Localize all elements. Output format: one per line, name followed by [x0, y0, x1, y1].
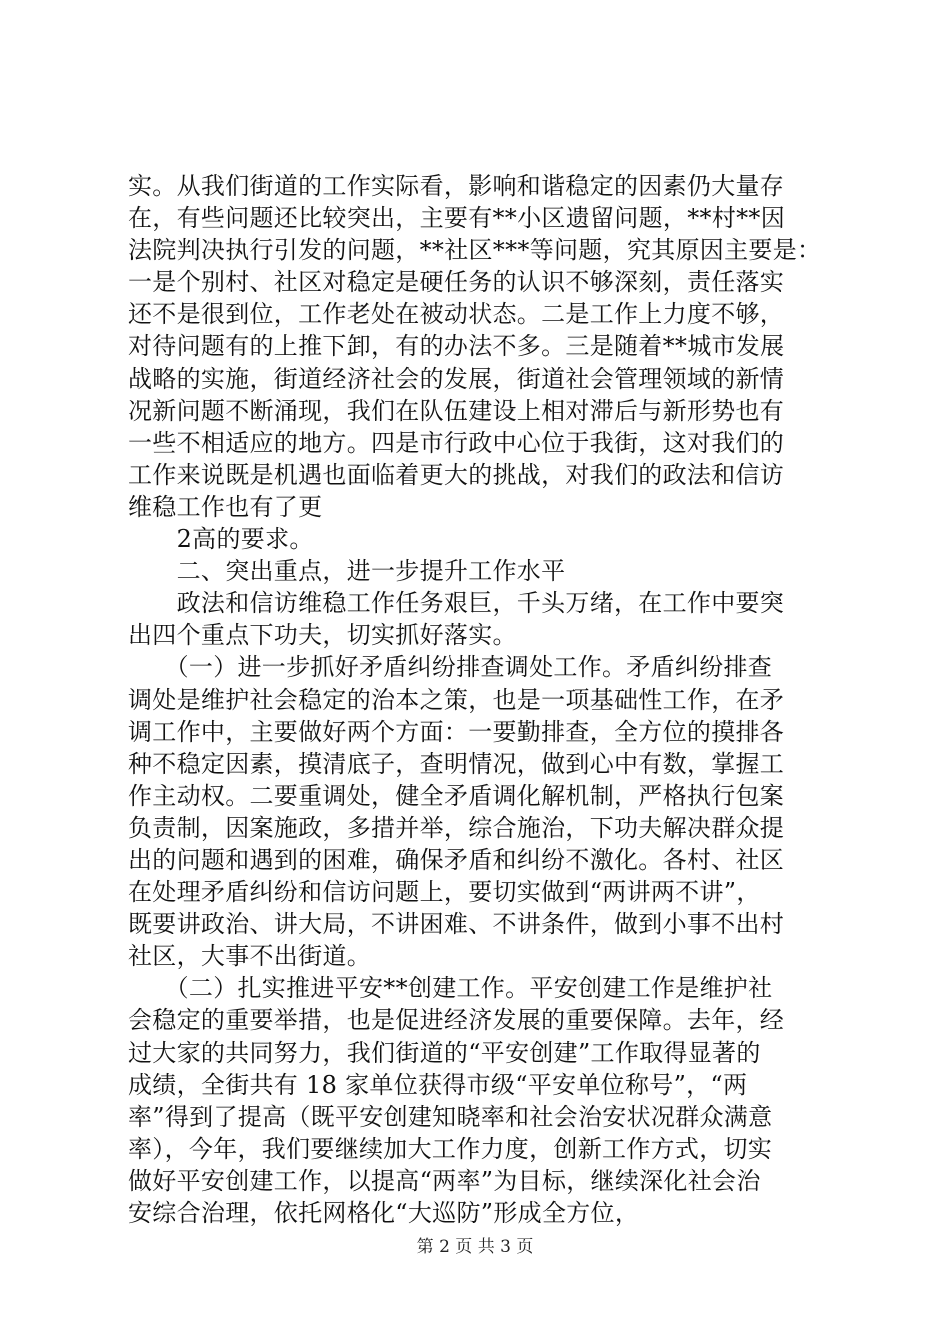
body-line: 调工作中，主要做好两个方面：一要勤排查，全方位的摸排各	[128, 717, 785, 746]
body-line: 安综合治理，依托网格化“大巡防”形成全方位，	[128, 1199, 640, 1227]
body-line: 2高的要求。	[128, 525, 314, 554]
body-line: （一）进一步抓好矛盾纠纷排查调处工作。矛盾纠纷排查	[128, 653, 773, 682]
body-line: 出的问题和遇到的困难，确保矛盾和纠纷不激化。各村、社区	[128, 845, 785, 874]
body-line: 过大家的共同努力，我们街道的“平安创建”工作取得显著的	[128, 1038, 761, 1067]
body-line: 负责制，因案施政，多措并举，综合施治，下功夫解决群众提	[128, 813, 785, 842]
body-line: 实。从我们街道的工作实际看，影响和谐稳定的因素仍大量存	[128, 172, 785, 200]
body-line: 率），今年，我们要继续加大工作力度，创新工作方式，切实	[128, 1134, 773, 1163]
body-text	[128, 170, 828, 1229]
page-footer	[0, 1232, 950, 1257]
body-line: （二）扎实推进平安**创建工作。平安创建工作是维护社	[128, 974, 773, 1003]
body-line: 作主动权。二要重调处，健全矛盾调化解机制，严格执行包案	[128, 781, 785, 810]
body-line: 调处是维护社会稳定的治本之策，也是一项基础性工作，在矛	[128, 685, 785, 714]
body-line: 况新问题不断涌现，我们在队伍建设上相对滞后与新形势也有	[128, 396, 785, 425]
body-line: 在，有些问题还比较突出，主要有**小区遗留问题，**村**因	[128, 204, 785, 233]
body-line: 法院判决执行引发的问题，**社区***等问题，究其原因主要是：	[128, 236, 822, 265]
body-line: 种不稳定因素，摸清底子，查明情况，做到心中有数，掌握工	[128, 749, 785, 778]
body-line: 战略的实施，街道经济社会的发展，街道社会管理领域的新情	[128, 364, 785, 393]
body-line: 做好平安创建工作，以提高“两率”为目标，继续深化社会治	[128, 1166, 761, 1195]
body-line: 社区，大事不出街道。	[128, 942, 371, 971]
body-line: 出四个重点下功夫，切实抓好落实。	[128, 621, 517, 650]
body-line: 工作来说既是机遇也面临着更大的挑战，对我们的政法和信访	[128, 460, 785, 489]
page-number-label: 第 2 页 共 3 页	[416, 1237, 534, 1257]
body-line: 一些不相适应的地方。四是市行政中心位于我街，这对我们的	[128, 428, 785, 457]
body-line: 率”得到了提高（既平安创建知晓率和社会治安状况群众满意	[128, 1102, 773, 1131]
body-line: 还不是很到位，工作老处在被动状态。二是工作上力度不够，	[128, 300, 785, 329]
body-line: 在处理矛盾纠纷和信访问题上，要切实做到“两讲两不讲”，	[128, 878, 761, 907]
body-line: 一是个别村、社区对稳定是硬任务的认识不够深刻，责任落实	[128, 268, 785, 297]
body-line: 维稳工作也有了更	[128, 492, 323, 521]
body-line: 会稳定的重要举措，也是促进经济发展的重要保障。去年，经	[128, 1006, 785, 1035]
body-line: 成绩，全街共有 18 家单位获得市级“平安单位称号”，“两	[128, 1070, 748, 1099]
section-heading: 二、突出重点，进一步提升工作水平	[128, 557, 566, 586]
body-line: 政法和信访维稳工作任务艰巨，千头万绪，在工作中要突	[128, 589, 785, 618]
body-line: 对待问题有的上推下卸，有的办法不多。三是随着**城市发展	[128, 332, 785, 361]
body-line: 既要讲政治、讲大局，不讲困难、不讲条件，做到小事不出村	[128, 910, 785, 939]
